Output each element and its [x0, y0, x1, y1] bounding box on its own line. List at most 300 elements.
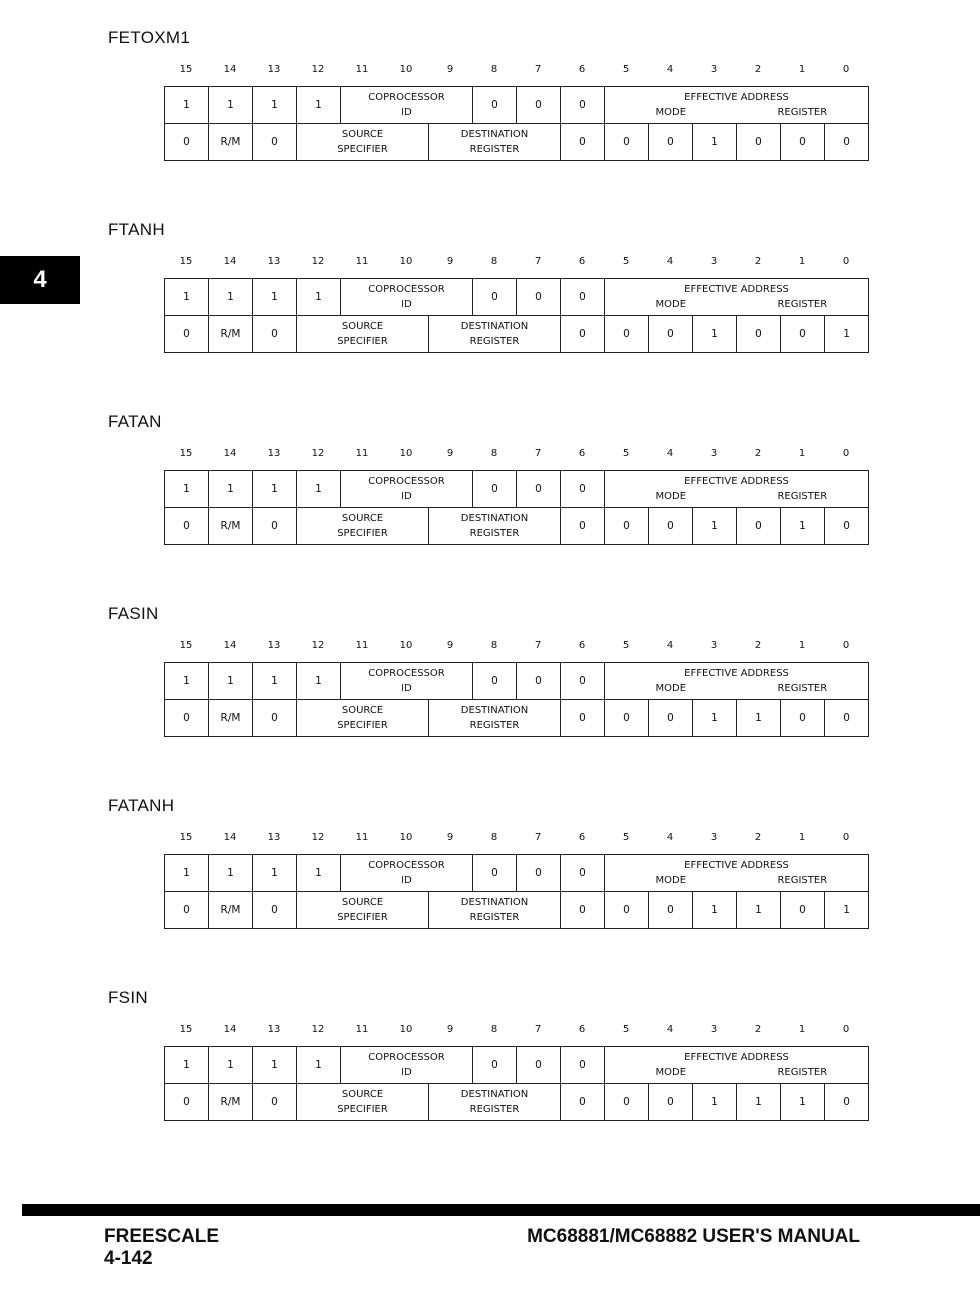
bit-number: 5	[622, 448, 630, 459]
footer-left	[104, 1226, 219, 1270]
id-label: ID	[401, 1067, 412, 1078]
bit-value: 0	[517, 87, 561, 124]
bit-number: 6	[578, 832, 586, 843]
source-label: SOURCE	[341, 129, 384, 140]
destination-register-label: REGISTER	[469, 1104, 520, 1115]
source-specifier-field	[297, 700, 429, 737]
opmode-bit: 1	[693, 700, 737, 737]
bit-number: 15	[179, 448, 193, 459]
effective-address-label: EFFECTIVE ADDRESS	[684, 284, 789, 295]
opmode-bit: 0	[825, 1084, 869, 1121]
format-table	[164, 1046, 869, 1121]
bit-number: 5	[622, 832, 630, 843]
bit-number-row	[164, 256, 868, 270]
specifier-label: SPECIFIER	[337, 912, 388, 923]
bit-value: 1	[297, 87, 341, 124]
rm-bit: R/M	[209, 700, 253, 737]
footer-manual-title: MC68881/MC68882 USER'S MANUAL	[527, 1226, 860, 1247]
opmode-bit: 1	[693, 316, 737, 353]
rm-bit: R/M	[209, 508, 253, 545]
opmode-bit: 0	[781, 316, 825, 353]
opmode-bit: 0	[605, 508, 649, 545]
opmode-bit: 0	[605, 892, 649, 929]
destination-register-field	[429, 124, 561, 161]
bit-number: 1	[798, 64, 806, 75]
bit-number: 13	[267, 256, 281, 267]
id-label: ID	[401, 683, 412, 694]
bit-number: 11	[355, 1024, 369, 1035]
opmode-bit: 1	[781, 1084, 825, 1121]
operation-word	[165, 1047, 869, 1084]
opmode-bit: 0	[737, 508, 781, 545]
bit-value: 0	[253, 700, 297, 737]
bit-number: 4	[666, 256, 674, 267]
bit-value: 1	[165, 279, 209, 316]
register-label: REGISTER	[777, 1067, 828, 1078]
bit-number-row	[164, 1024, 868, 1038]
effective-address-label: EFFECTIVE ADDRESS	[684, 668, 789, 679]
opmode-bit: 1	[737, 1084, 781, 1121]
bit-number-row	[164, 832, 868, 846]
bit-value: 0	[473, 87, 517, 124]
bit-value: 1	[253, 279, 297, 316]
bit-value: 1	[253, 87, 297, 124]
instruction-name: FETOXM1	[108, 28, 191, 47]
bit-number: 8	[490, 640, 498, 651]
bit-number: 4	[666, 448, 674, 459]
operation-word	[165, 279, 869, 316]
coprocessor-id-field	[341, 855, 473, 892]
opmode-bit: 1	[825, 316, 869, 353]
bit-number: 2	[754, 640, 762, 651]
bit-number: 9	[446, 1024, 454, 1035]
opmode-bit: 0	[605, 316, 649, 353]
opmode-bit: 0	[737, 124, 781, 161]
bit-number: 8	[490, 1024, 498, 1035]
bit-number: 4	[666, 832, 674, 843]
bit-value: 0	[165, 700, 209, 737]
bit-number: 13	[267, 64, 281, 75]
bit-number: 3	[710, 832, 718, 843]
operation-word	[165, 663, 869, 700]
bit-value: 1	[165, 471, 209, 508]
bit-number: 10	[399, 1024, 413, 1035]
opmode-bit: 1	[693, 124, 737, 161]
bit-value: 0	[561, 663, 605, 700]
bit-number: 14	[223, 640, 237, 651]
bit-value: 1	[165, 87, 209, 124]
bit-number: 1	[798, 832, 806, 843]
bit-number: 15	[179, 832, 193, 843]
specifier-label: SPECIFIER	[337, 144, 388, 155]
bit-number: 14	[223, 256, 237, 267]
bit-value: 0	[561, 892, 605, 929]
rm-bit: R/M	[209, 1084, 253, 1121]
bit-number: 3	[710, 1024, 718, 1035]
bit-value: 1	[209, 855, 253, 892]
instruction-format	[0, 220, 980, 400]
bit-value: 0	[561, 124, 605, 161]
footer-rule	[22, 1204, 980, 1216]
source-specifier-field	[297, 1084, 429, 1121]
destination-label: DESTINATION	[460, 1089, 529, 1100]
opmode-bit: 0	[649, 1084, 693, 1121]
bit-number: 11	[355, 832, 369, 843]
bit-number: 13	[267, 1024, 281, 1035]
bit-number: 12	[311, 832, 325, 843]
id-label: ID	[401, 107, 412, 118]
specifier-label: SPECIFIER	[337, 720, 388, 731]
bit-value: 0	[517, 855, 561, 892]
bit-value: 0	[561, 1084, 605, 1121]
bit-number: 2	[754, 1024, 762, 1035]
bit-value: 1	[253, 855, 297, 892]
bit-number: 13	[267, 640, 281, 651]
bit-number-row	[164, 640, 868, 654]
bit-number: 7	[534, 448, 542, 459]
bit-value: 0	[253, 124, 297, 161]
destination-register-field	[429, 316, 561, 353]
bit-number: 5	[622, 1024, 630, 1035]
effective-address-field	[605, 663, 869, 700]
bit-number: 9	[446, 832, 454, 843]
opmode-bit: 1	[737, 700, 781, 737]
coprocessor-label: COPROCESSOR	[368, 92, 445, 103]
destination-label: DESTINATION	[460, 321, 529, 332]
bit-value: 0	[165, 508, 209, 545]
bit-value: 1	[165, 1047, 209, 1084]
opmode-bit: 0	[825, 700, 869, 737]
bit-number: 9	[446, 640, 454, 651]
bit-value: 1	[253, 1047, 297, 1084]
effective-address-field	[605, 87, 869, 124]
destination-register-label: REGISTER	[469, 336, 520, 347]
bit-number-row	[164, 448, 868, 462]
bit-value: 0	[561, 471, 605, 508]
source-specifier-field	[297, 124, 429, 161]
coprocessor-id-field	[341, 663, 473, 700]
bit-number: 7	[534, 640, 542, 651]
bit-value: 1	[253, 471, 297, 508]
instruction-format	[0, 988, 980, 1168]
bit-number: 13	[267, 832, 281, 843]
bit-value: 0	[517, 663, 561, 700]
bit-value: 1	[209, 279, 253, 316]
effective-address-field	[605, 279, 869, 316]
register-label: REGISTER	[777, 683, 828, 694]
destination-label: DESTINATION	[460, 129, 529, 140]
effective-address-field	[605, 1047, 869, 1084]
effective-address-field	[605, 471, 869, 508]
bit-number: 9	[446, 448, 454, 459]
operation-word	[165, 855, 869, 892]
opmode-bit: 0	[605, 124, 649, 161]
coprocessor-label: COPROCESSOR	[368, 476, 445, 487]
command-word	[165, 892, 869, 929]
id-label: ID	[401, 491, 412, 502]
bit-value: 0	[517, 1047, 561, 1084]
bit-value: 1	[297, 663, 341, 700]
bit-value: 0	[165, 316, 209, 353]
bit-value: 0	[473, 279, 517, 316]
mode-label: MODE	[655, 107, 687, 118]
mode-label: MODE	[655, 299, 687, 310]
format-table	[164, 86, 869, 161]
register-label: REGISTER	[777, 875, 828, 886]
bit-value: 1	[209, 1047, 253, 1084]
bit-value: 0	[517, 279, 561, 316]
bit-number: 13	[267, 448, 281, 459]
bit-number: 10	[399, 64, 413, 75]
bit-number: 0	[842, 832, 850, 843]
source-label: SOURCE	[341, 1089, 384, 1100]
footer-page-number: 4-142	[104, 1248, 153, 1269]
footer-brand: FREESCALE	[104, 1226, 220, 1247]
specifier-label: SPECIFIER	[337, 528, 388, 539]
operation-word	[165, 87, 869, 124]
bit-number: 12	[311, 448, 325, 459]
bit-number: 11	[355, 256, 369, 267]
chapter-tab: 4	[0, 256, 80, 304]
bit-value: 0	[561, 316, 605, 353]
destination-register-field	[429, 508, 561, 545]
effective-address-label: EFFECTIVE ADDRESS	[684, 1052, 789, 1063]
bit-number: 6	[578, 448, 586, 459]
id-label: ID	[401, 875, 412, 886]
bit-value: 0	[473, 663, 517, 700]
opmode-bit: 1	[693, 892, 737, 929]
coprocessor-id-field	[341, 471, 473, 508]
bit-number: 2	[754, 256, 762, 267]
instruction-name: FATANH	[108, 796, 175, 815]
format-table	[164, 470, 869, 545]
opmode-bit: 0	[605, 700, 649, 737]
bit-value: 0	[517, 471, 561, 508]
bit-number: 11	[355, 448, 369, 459]
bit-number: 11	[355, 640, 369, 651]
bit-value: 0	[253, 1084, 297, 1121]
destination-register-label: REGISTER	[469, 144, 520, 155]
command-word	[165, 316, 869, 353]
opmode-bit: 0	[649, 124, 693, 161]
bit-value: 1	[165, 663, 209, 700]
instruction-format	[0, 28, 980, 208]
mode-label: MODE	[655, 491, 687, 502]
bit-number: 8	[490, 448, 498, 459]
bit-value: 0	[253, 316, 297, 353]
id-label: ID	[401, 299, 412, 310]
command-word	[165, 124, 869, 161]
coprocessor-label: COPROCESSOR	[368, 668, 445, 679]
coprocessor-label: COPROCESSOR	[368, 860, 445, 871]
instruction-name: FATAN	[108, 412, 162, 431]
mode-label: MODE	[655, 875, 687, 886]
destination-register-field	[429, 1084, 561, 1121]
opmode-bit: 0	[649, 700, 693, 737]
bit-value: 0	[253, 508, 297, 545]
bit-number: 8	[490, 64, 498, 75]
bit-value: 0	[561, 855, 605, 892]
bit-value: 0	[473, 1047, 517, 1084]
destination-label: DESTINATION	[460, 897, 529, 908]
bit-number: 4	[666, 64, 674, 75]
bit-value: 0	[473, 471, 517, 508]
bit-number: 7	[534, 64, 542, 75]
bit-number: 2	[754, 448, 762, 459]
bit-number: 2	[754, 832, 762, 843]
bit-value: 0	[561, 508, 605, 545]
format-table	[164, 662, 869, 737]
command-word	[165, 508, 869, 545]
source-label: SOURCE	[341, 321, 384, 332]
format-table	[164, 854, 869, 929]
opmode-bit: 0	[781, 700, 825, 737]
opmode-bit: 0	[825, 124, 869, 161]
bit-value: 0	[253, 892, 297, 929]
bit-number: 14	[223, 832, 237, 843]
bit-number: 9	[446, 256, 454, 267]
bit-number: 14	[223, 64, 237, 75]
bit-value: 0	[165, 124, 209, 161]
coprocessor-id-field	[341, 1047, 473, 1084]
source-label: SOURCE	[341, 705, 384, 716]
bit-number: 1	[798, 640, 806, 651]
destination-register-label: REGISTER	[469, 912, 520, 923]
instruction-format	[0, 604, 980, 784]
bit-number: 11	[355, 64, 369, 75]
source-specifier-field	[297, 892, 429, 929]
opmode-bit: 0	[781, 124, 825, 161]
coprocessor-label: COPROCESSOR	[368, 284, 445, 295]
instruction-name: FTANH	[108, 220, 165, 239]
opmode-bit: 0	[737, 316, 781, 353]
instruction-name: FASIN	[108, 604, 159, 623]
bit-value: 1	[297, 855, 341, 892]
bit-number: 2	[754, 64, 762, 75]
destination-register-field	[429, 892, 561, 929]
source-label: SOURCE	[341, 897, 384, 908]
opmode-bit: 1	[693, 1084, 737, 1121]
bit-number: 7	[534, 1024, 542, 1035]
opmode-bit: 1	[693, 508, 737, 545]
command-word	[165, 1084, 869, 1121]
bit-value: 0	[165, 892, 209, 929]
bit-number: 14	[223, 448, 237, 459]
bit-number: 0	[842, 640, 850, 651]
format-table	[164, 278, 869, 353]
destination-label: DESTINATION	[460, 513, 529, 524]
bit-value: 1	[253, 663, 297, 700]
bit-number: 10	[399, 640, 413, 651]
bit-number: 12	[311, 1024, 325, 1035]
bit-number: 0	[842, 448, 850, 459]
bit-number: 1	[798, 256, 806, 267]
bit-value: 1	[297, 1047, 341, 1084]
bit-number: 0	[842, 64, 850, 75]
register-label: REGISTER	[777, 299, 828, 310]
bit-value: 0	[561, 87, 605, 124]
bit-number: 6	[578, 256, 586, 267]
bit-number: 1	[798, 1024, 806, 1035]
bit-number: 3	[710, 640, 718, 651]
bit-number: 9	[446, 64, 454, 75]
bit-number: 5	[622, 256, 630, 267]
bit-value: 1	[297, 471, 341, 508]
destination-register-label: REGISTER	[469, 720, 520, 731]
bit-value: 0	[561, 279, 605, 316]
source-label: SOURCE	[341, 513, 384, 524]
mode-label: MODE	[655, 1067, 687, 1078]
register-label: REGISTER	[777, 107, 828, 118]
opmode-bit: 1	[825, 892, 869, 929]
bit-number: 3	[710, 64, 718, 75]
source-specifier-field	[297, 508, 429, 545]
bit-number-row	[164, 64, 868, 78]
operation-word	[165, 471, 869, 508]
command-word	[165, 700, 869, 737]
opmode-bit: 0	[825, 508, 869, 545]
coprocessor-label: COPROCESSOR	[368, 1052, 445, 1063]
bit-number: 15	[179, 640, 193, 651]
source-specifier-field	[297, 316, 429, 353]
bit-number: 15	[179, 256, 193, 267]
bit-number: 15	[179, 64, 193, 75]
bit-number: 5	[622, 640, 630, 651]
opmode-bit: 0	[605, 1084, 649, 1121]
bit-value: 1	[165, 855, 209, 892]
bit-number: 3	[710, 256, 718, 267]
bit-value: 1	[209, 471, 253, 508]
effective-address-label: EFFECTIVE ADDRESS	[684, 860, 789, 871]
effective-address-label: EFFECTIVE ADDRESS	[684, 92, 789, 103]
bit-number: 15	[179, 1024, 193, 1035]
rm-bit: R/M	[209, 316, 253, 353]
bit-value: 1	[209, 87, 253, 124]
opmode-bit: 0	[781, 892, 825, 929]
bit-number: 12	[311, 640, 325, 651]
opmode-bit: 0	[649, 508, 693, 545]
destination-register-label: REGISTER	[469, 528, 520, 539]
bit-number: 3	[710, 448, 718, 459]
opmode-bit: 1	[781, 508, 825, 545]
bit-number: 10	[399, 832, 413, 843]
destination-label: DESTINATION	[460, 705, 529, 716]
bit-number: 12	[311, 64, 325, 75]
instruction-name: FSIN	[108, 988, 148, 1007]
instruction-format	[0, 412, 980, 592]
destination-register-field	[429, 700, 561, 737]
bit-number: 6	[578, 1024, 586, 1035]
bit-value: 1	[297, 279, 341, 316]
bit-value: 1	[209, 663, 253, 700]
opmode-bit: 0	[649, 316, 693, 353]
bit-value: 0	[561, 1047, 605, 1084]
bit-value: 0	[165, 1084, 209, 1121]
coprocessor-id-field	[341, 87, 473, 124]
bit-number: 0	[842, 1024, 850, 1035]
rm-bit: R/M	[209, 892, 253, 929]
opmode-bit: 1	[737, 892, 781, 929]
bit-number: 14	[223, 1024, 237, 1035]
bit-number: 1	[798, 448, 806, 459]
bit-number: 6	[578, 64, 586, 75]
rm-bit: R/M	[209, 124, 253, 161]
coprocessor-id-field	[341, 279, 473, 316]
bit-number: 0	[842, 256, 850, 267]
bit-value: 0	[561, 700, 605, 737]
bit-number: 4	[666, 640, 674, 651]
bit-number: 8	[490, 832, 498, 843]
